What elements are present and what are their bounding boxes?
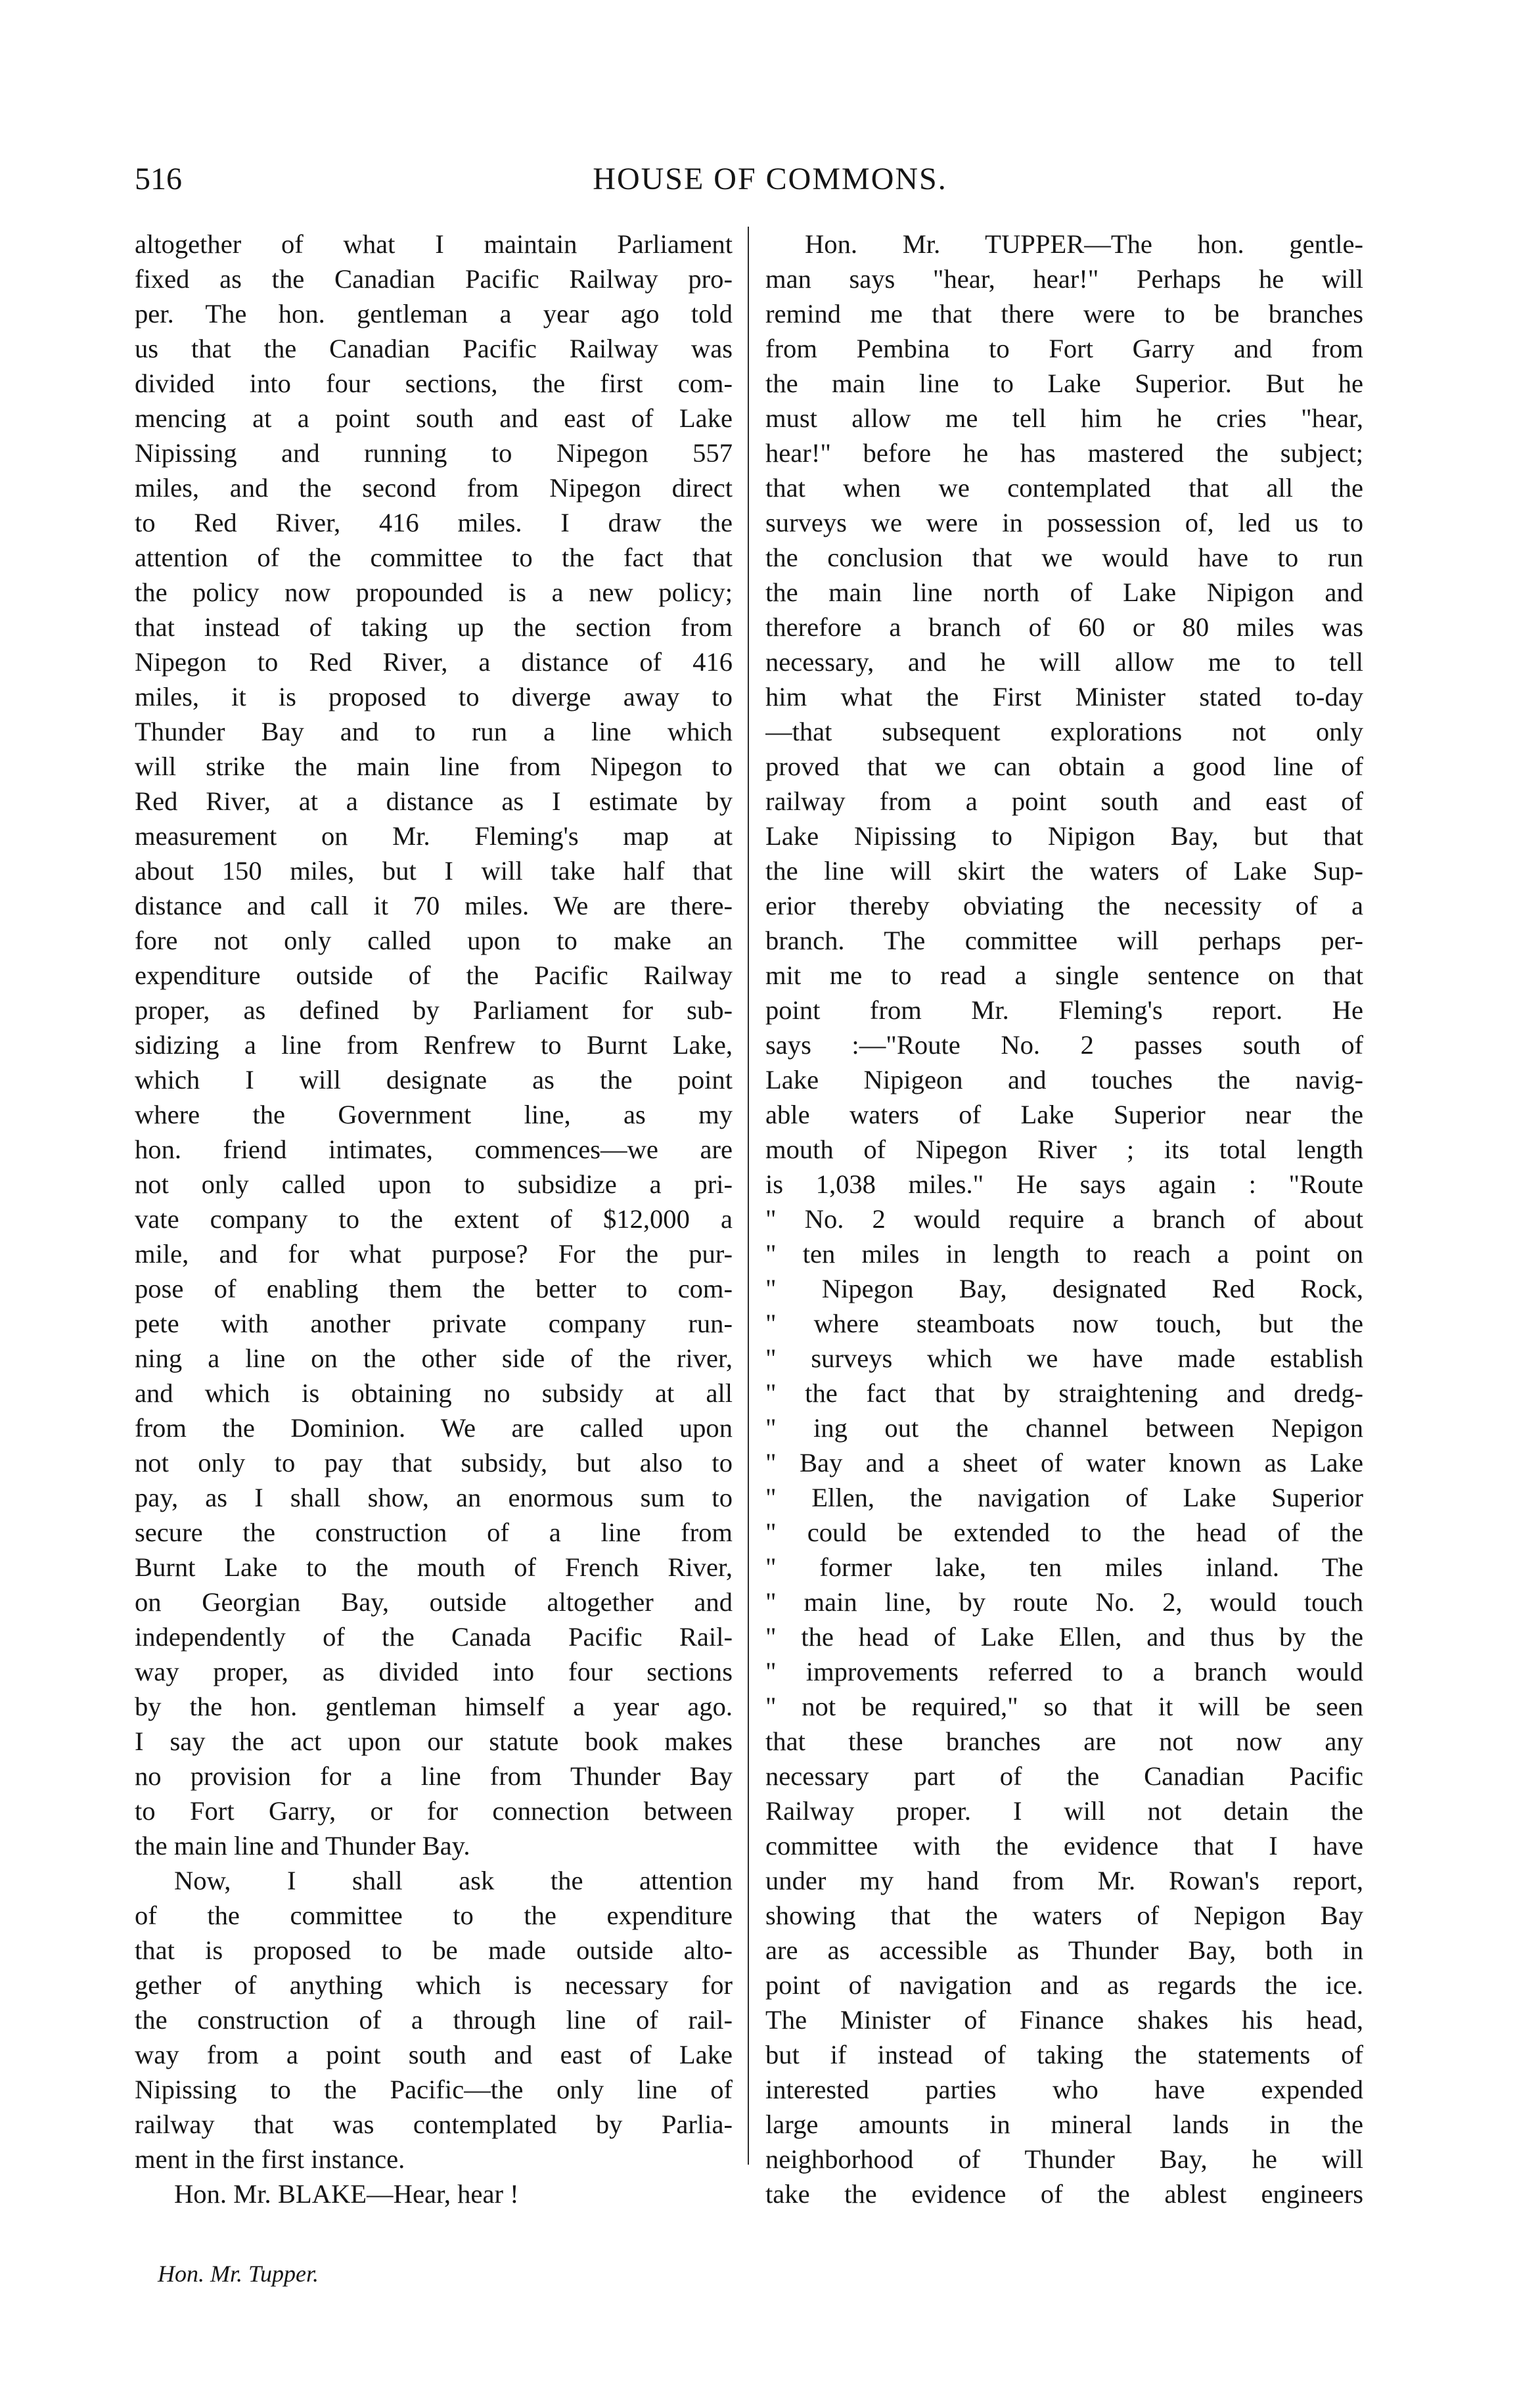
- text-line: take the evidence of the ablest engineers: [765, 2179, 1363, 2209]
- text-line: distance and call it 70 miles. We are there-: [135, 891, 733, 920]
- text-line: " the head of Lake Ellen, and thus by the: [765, 1622, 1363, 1652]
- text-line: " ing out the channel between Nepigon: [765, 1413, 1363, 1443]
- text-line: and which is obtaining no subsidy at all: [135, 1378, 733, 1408]
- text-line: will strike the main line from Nipegon to: [135, 752, 733, 781]
- text-line: hear!" before he has mastered the subject;: [765, 438, 1363, 468]
- text-line: man says "hear, hear!" Perhaps he will: [765, 264, 1363, 294]
- text-line: him what the First Minister stated to-day: [765, 682, 1363, 711]
- text-line: necessary, and he will allow me to tell: [765, 647, 1363, 677]
- text-line: committee with the evidence that I have: [765, 1831, 1363, 1860]
- text-line: pose of enabling them the better to com-: [135, 1274, 733, 1303]
- text-line: on Georgian Bay, outside altogether and: [135, 1587, 733, 1617]
- text-line: that these branches are not now any: [765, 1726, 1363, 1756]
- text-line: that when we contemplated that all the: [765, 473, 1363, 503]
- text-line: able waters of Lake Superior near the: [765, 1100, 1363, 1129]
- text-line: not only to pay that subsidy, but also to: [135, 1448, 733, 1477]
- text-line: railway that was contemplated by Parlia-: [135, 2109, 733, 2139]
- text-line: " the fact that by straightening and dredg-: [765, 1378, 1363, 1408]
- text-line: by the hon. gentleman himself a year ago.: [135, 1692, 733, 1721]
- text-line: under my hand from Mr. Rowan's report,: [765, 1866, 1363, 1895]
- text-line: Nipissing to the Pacific—the only line of: [135, 2075, 733, 2104]
- text-line: measurement on Mr. Fleming's map at: [135, 821, 733, 851]
- text-line: the main line and Thunder Bay.: [135, 1831, 470, 1860]
- text-line: miles, it is proposed to diverge away to: [135, 682, 733, 711]
- text-line: showing that the waters of Nepigon Bay: [765, 1901, 1363, 1930]
- text-line: Railway proper. I will not detain the: [765, 1796, 1363, 1826]
- text-line: " surveys which we have made establish: [765, 1343, 1363, 1373]
- text-line: where the Government line, as my: [135, 1100, 733, 1129]
- page-number: 516: [135, 162, 182, 196]
- column-divider: [748, 227, 749, 2165]
- text-line: the policy now propounded is a new policy;: [135, 577, 733, 607]
- text-line: vate company to the extent of $12,000 a: [135, 1204, 733, 1234]
- text-line: " Bay and a sheet of water known as Lake: [765, 1448, 1363, 1477]
- text-line: point from Mr. Fleming's report. He: [765, 995, 1363, 1025]
- text-line: mouth of Nipegon River ; its total length: [765, 1135, 1363, 1164]
- text-line: pete with another private company run-: [135, 1309, 733, 1338]
- text-line: which I will designate as the point: [135, 1065, 733, 1094]
- text-line: " could be extended to the head of the: [765, 1518, 1363, 1547]
- text-line: " No. 2 would require a branch of about: [765, 1204, 1363, 1234]
- text-line: to Red River, 416 miles. I draw the: [135, 508, 733, 537]
- text-line: " where steamboats now touch, but the: [765, 1309, 1363, 1338]
- text-line: railway from a point south and east of: [765, 786, 1363, 816]
- text-line: the main line to Lake Superior. But he: [765, 369, 1363, 398]
- text-line: proved that we can obtain a good line of: [765, 752, 1363, 781]
- text-line: that is proposed to be made outside alto-: [135, 1935, 733, 1965]
- text-line: to Fort Garry, or for connection between: [135, 1796, 733, 1826]
- text-line: fore not only called upon to make an: [135, 926, 733, 955]
- running-head: HOUSE OF COMMONS.: [593, 162, 947, 196]
- text-line: no provision for a line from Thunder Bay: [135, 1761, 733, 1791]
- text-line: are as accessible as Thunder Bay, both in: [765, 1935, 1363, 1965]
- text-line: Hon. Mr. TUPPER—The hon. gentle-: [805, 229, 1363, 259]
- text-line: surveys we were in possession of, led us to: [765, 508, 1363, 537]
- text-line: mile, and for what purpose? For the pur-: [135, 1239, 733, 1269]
- text-line: expenditure outside of the Pacific Railway: [135, 960, 733, 990]
- text-line: erior thereby obviating the necessity of a: [765, 891, 1363, 920]
- text-line: about 150 miles, but I will take half that: [135, 856, 733, 886]
- text-line: Nipissing and running to Nipegon 557: [135, 438, 733, 468]
- text-line: hon. friend intimates, commences—we are: [135, 1135, 733, 1164]
- page-header: [131, 148, 1409, 200]
- text-line: I say the act upon our statute book makes: [135, 1726, 733, 1756]
- text-line: is 1,038 miles." He says again : "Route: [765, 1169, 1363, 1199]
- text-line: Thunder Bay and to run a line which: [135, 717, 733, 746]
- text-line: branch. The committee will perhaps per-: [765, 926, 1363, 955]
- text-line: the construction of a through line of rail-: [135, 2005, 733, 2035]
- text-line: mit me to read a single sentence on that: [765, 960, 1363, 990]
- text-line: therefore a branch of 60 or 80 miles was: [765, 612, 1363, 642]
- right-column: [765, 227, 1363, 2211]
- text-line: " main line, by route No. 2, would touch: [765, 1587, 1363, 1617]
- text-line: from the Dominion. We are called upon: [135, 1413, 733, 1443]
- text-line: way from a point south and east of Lake: [135, 2040, 733, 2069]
- text-line: the conclusion that we would have to run: [765, 543, 1363, 572]
- text-line: gether of anything which is necessary for: [135, 1970, 733, 2000]
- text-line: of the committee to the expenditure: [135, 1901, 733, 1930]
- text-line: ning a line on the other side of the river,: [135, 1343, 733, 1373]
- text-line: sidizing a line from Renfrew to Burnt Lake,: [135, 1030, 733, 1060]
- text-line: necessary part of the Canadian Pacific: [765, 1761, 1363, 1791]
- footer-speaker: Hon. Mr. Tupper.: [158, 2261, 319, 2287]
- text-line: Lake Nipissing to Nipigon Bay, but that: [765, 821, 1363, 851]
- text-line: Hon. Mr. BLAKE—Hear, hear !: [174, 2179, 519, 2209]
- text-line: independently of the Canada Pacific Rail-: [135, 1622, 733, 1652]
- text-line: " not be required," so that it will be seen: [765, 1692, 1363, 1721]
- text-line: The Minister of Finance shakes his head,: [765, 2005, 1363, 2035]
- text-line: Red River, at a distance as I estimate by: [135, 786, 733, 816]
- text-line: Now, I shall ask the attention: [174, 1866, 733, 1895]
- text-line: attention of the committee to the fact that: [135, 543, 733, 572]
- text-line: says :—"Route No. 2 passes south of: [765, 1030, 1363, 1060]
- text-line: proper, as defined by Parliament for sub-: [135, 995, 733, 1025]
- text-line: divided into four sections, the first com-: [135, 369, 733, 398]
- text-line: remind me that there were to be branches: [765, 299, 1363, 328]
- text-line: way proper, as divided into four sections: [135, 1657, 733, 1686]
- text-line: but if instead of taking the statements of: [765, 2040, 1363, 2069]
- text-line: altogether of what I maintain Parliament: [135, 229, 733, 259]
- text-line: fixed as the Canadian Pacific Railway pro-: [135, 264, 733, 294]
- text-line: " Nipegon Bay, designated Red Rock,: [765, 1274, 1363, 1303]
- text-line: " ten miles in length to reach a point on: [765, 1239, 1363, 1269]
- text-line: pay, as I shall show, an enormous sum to: [135, 1483, 733, 1512]
- text-line: the line will skirt the waters of Lake Sup-: [765, 856, 1363, 886]
- text-line: " improvements referred to a branch would: [765, 1657, 1363, 1686]
- text-line: Burnt Lake to the mouth of French River,: [135, 1552, 733, 1582]
- text-line: Nipegon to Red River, a distance of 416: [135, 647, 733, 677]
- text-line: point of navigation and as regards the ice.: [765, 1970, 1363, 2000]
- text-line: from Pembina to Fort Garry and from: [765, 334, 1363, 363]
- text-line: " former lake, ten miles inland. The: [765, 1552, 1363, 1582]
- text-line: neighborhood of Thunder Bay, he will: [765, 2144, 1363, 2174]
- text-line: interested parties who have expended: [765, 2075, 1363, 2104]
- text-line: must allow me tell him he cries "hear,: [765, 403, 1363, 433]
- text-line: —that subsequent explorations not only: [765, 717, 1363, 746]
- left-column: [135, 227, 733, 2211]
- text-line: secure the construction of a line from: [135, 1518, 733, 1547]
- text-line: ment in the first instance.: [135, 2144, 405, 2174]
- text-line: the main line north of Lake Nipigon and: [765, 577, 1363, 607]
- text-line: that instead of taking up the section from: [135, 612, 733, 642]
- text-line: Lake Nipigeon and touches the navig-: [765, 1065, 1363, 1094]
- text-line: large amounts in mineral lands in the: [765, 2109, 1363, 2139]
- text-line: per. The hon. gentleman a year ago told: [135, 299, 733, 328]
- text-line: mencing at a point south and east of Lake: [135, 403, 733, 433]
- text-line: not only called upon to subsidize a pri-: [135, 1169, 733, 1199]
- text-line: miles, and the second from Nipegon direct: [135, 473, 733, 503]
- text-line: us that the Canadian Pacific Railway was: [135, 334, 733, 363]
- text-line: " Ellen, the navigation of Lake Superior: [765, 1483, 1363, 1512]
